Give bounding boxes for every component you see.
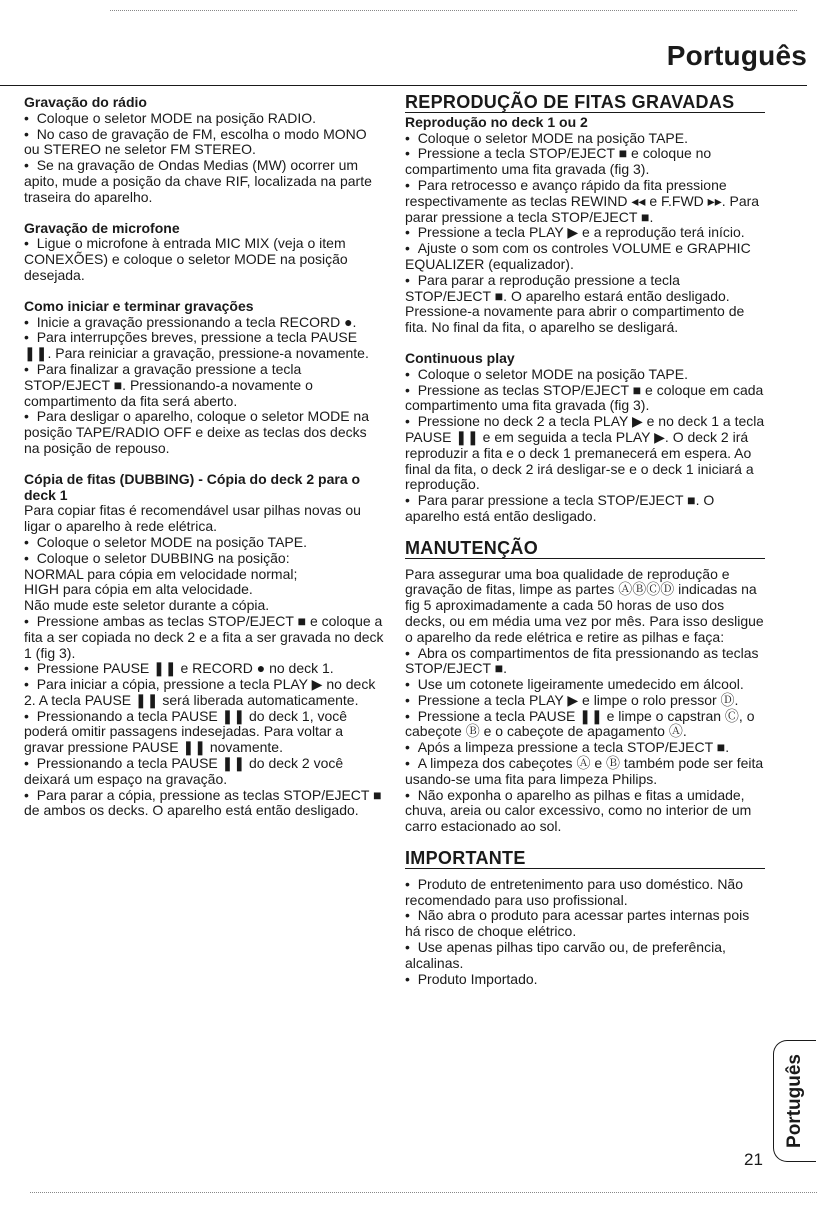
list-item: • Coloque o seletor DUBBING na posição: (24, 551, 384, 567)
title-divider (0, 85, 807, 86)
list-item: • Coloque o seletor MODE na posição RADIO. (24, 111, 384, 127)
section-title: MANUTENÇÃO (405, 541, 765, 559)
option-line: NORMAL para cópia em velocidade normal; (24, 565, 298, 582)
list-item: • Coloque o seletor MODE na posição TAPE. (405, 131, 765, 147)
section-gravacao-microfone (24, 221, 384, 284)
list-item: • Para parar a reprodução pressione a tecla STOP/EJECT ■. O aparelho estará então desligado. Pressione-a novamente para abrir o compartimento de fita. No final da fita, o aparelho se desligará. (405, 273, 765, 336)
list-item: • Para desligar o aparelho, coloque o seletor MODE na posição TAPE/RADIO OFF e deixe as teclas dos decks na posição de repouso. (24, 409, 384, 456)
list-item: • Pressione PAUSE ❚❚ e RECORD ● no deck 1. (24, 661, 384, 677)
section-importante (405, 848, 765, 987)
list-item: • Para parar pressione a tecla STOP/EJECT ■. O aparelho está então desligado. (405, 493, 765, 525)
list-item: • Não abra o produto para acessar partes internas pois há risco de choque elétrico. (405, 908, 765, 940)
list-item: • Pressione a tecla PAUSE ❚❚ e limpe o capstran Ⓒ, o cabeçote Ⓑ e o cabeçote de apagamento Ⓐ. (405, 709, 765, 741)
list-item: • Após a limpeza pressione a tecla STOP/EJECT ■. (405, 740, 765, 756)
list-item: • Para parar a cópia, pressione as teclas STOP/EJECT ■ de ambos os decks. O aparelho está então desligado. (24, 788, 384, 820)
list-item: • Produto de entretenimento para uso doméstico. Não recomendado para uso profissional. (405, 877, 765, 909)
subsection-continuous-play (405, 351, 765, 525)
language-tab (773, 1040, 816, 1162)
list-item: • Use um cotonete ligeiramente umedecido em álcool. (405, 677, 765, 693)
page-number: 21 (744, 1150, 763, 1169)
right-column (405, 92, 765, 1003)
list-item: • Não exponha o aparelho as pilhas e fitas a umidade, chuva, areia ou calor excessivo, como no interior de um carro estacionado ao sol. (405, 788, 765, 835)
list-item: • Para interrupções breves, pressione a tecla PAUSE ❚❚. Para reiniciar a gravação, pressione-a novamente. (24, 330, 384, 362)
list-item: • Para finalizar a gravação pressione a tecla STOP/EJECT ■. Pressionando-a novamente o compartimento da fita será aberto. (24, 362, 384, 409)
list-item: • Produto Importado. (405, 972, 765, 988)
list-item: • Coloque o seletor MODE na posição TAPE. (405, 367, 765, 383)
list-item: • Ajuste o som com os controles VOLUME e GRAPHIC EQUALIZER (equalizador). (405, 241, 765, 273)
list-item: • Para iniciar a cópia, pressione a tecla PLAY ▶ no deck 2. A tecla PAUSE ❚❚ será liberada automaticamente. (24, 677, 384, 709)
list-item: • Pressione a tecla PLAY ▶ e limpe o rolo pressor Ⓓ. (405, 693, 765, 709)
subheading: Gravação de microfone (24, 219, 180, 236)
section-dubbing (24, 472, 384, 820)
list-item: • No caso de gravação de FM, escolha o modo MONO ou STEREO ne seletor FM STEREO. (24, 127, 384, 159)
list-item: • Pressione ambas as teclas STOP/EJECT ■ e coloque a fita a ser copiada no deck 2 e a fita a ser gravada no deck 1 (fig 3). (24, 614, 384, 661)
left-column (24, 95, 384, 834)
intro-text: Para assegurar uma boa qualidade de reprodução e gravação de fitas, limpe as partes ⒶⒷⒸⒹ indicadas na fig 5 aproximadamente a cada 50 horas de uso dos decks, ou em média uma vez por mês. Para isso desligue o aparelho da rede elétrica e retire as pilhas e faça: (405, 565, 764, 645)
subheading: Continuous play (405, 349, 515, 366)
section-iniciar-terminar (24, 299, 384, 457)
list-item: • Pressionando a tecla PAUSE ❚❚ do deck 2 você deixará um espaço na gravação. (24, 756, 384, 788)
subsection-reproducao-deck (405, 115, 765, 336)
list-item: • Inicie a gravação pressionando a tecla RECORD ●. (24, 315, 384, 331)
subheading: Gravação do rádio (24, 94, 147, 110)
list-item: • Ligue o microfone à entrada MIC MIX (veja o item CONEXÕES) e coloque o seletor MODE na posição desejada. (24, 236, 384, 283)
list-item: • Se na gravação de Ondas Medias (MW) ocorrer um apito, mude a posição da chave RIF, localizada na parte traseira do aparelho. (24, 158, 384, 205)
language-tab-label: Português (784, 1054, 805, 1148)
section-manutencao (405, 537, 765, 835)
list-item: • A limpeza dos cabeçotes Ⓐ e Ⓑ também pode ser feita usando-se uma fita para limpeza Philips. (405, 756, 765, 788)
section-reproducao (405, 92, 765, 525)
list-item: • Pressione no deck 2 a tecla PLAY ▶ e no deck 1 a tecla PAUSE ❚❚ e em seguida a tecla PLAY ▶. O deck 2 irá reproduzir a fita e o deck 1 premanecerá em espera. Ao final da fita, o deck 2 irá desligar-se e o deck 1 iniciará a reprodução. (405, 414, 765, 493)
scan-noise-top (110, 10, 797, 17)
intro-text: Para copiar fitas é recomendável usar pilhas novas ou ligar o aparelho à rede elétrica. (24, 502, 361, 535)
page-title: Português (666, 40, 807, 71)
section-gravacao-radio (24, 95, 384, 206)
list-item: • Pressione as teclas STOP/EJECT ■ e coloque em cada compartimento uma fita gravada (fig 3). (405, 383, 765, 415)
section-title: IMPORTANTE (405, 851, 765, 869)
scan-noise-bottom (30, 1192, 817, 1199)
section-title: REPRODUÇÃO DE FITAS GRAVADAS (405, 95, 765, 113)
list-item: • Pressione a tecla PLAY ▶ e a reprodução terá início. (405, 225, 765, 241)
subheading: Reprodução no deck 1 ou 2 (405, 113, 588, 130)
list-item: • Para retrocesso e avanço rápido da fita pressione respectivamente as teclas REWIND ◂◂ e F.FWD ▸▸. Para parar pressione a tecla STOP/EJECT ■. (405, 178, 765, 225)
list-item: • Pressionando a tecla PAUSE ❚❚ do deck 1, você poderá omitir passagens indesejadas. Para voltar a gravar pressione PAUSE ❚❚ novamente. (24, 709, 384, 756)
list-item: • Pressione a tecla STOP/EJECT ■ e coloque no compartimento uma fita gravada (fig 3). (405, 146, 765, 178)
subheading: Cópia de fitas (DUBBING) - Cópia do deck 2 para o deck 1 (24, 470, 361, 503)
list-item: • Abra os compartimentos de fita pressionando as teclas STOP/EJECT ■. (405, 646, 765, 678)
subheading: Como iniciar e terminar gravações (24, 297, 254, 314)
list-item: • Coloque o seletor MODE na posição TAPE. (24, 535, 384, 551)
option-line: HIGH para cópia em alta velocidade. (24, 581, 253, 598)
option-line: Não mude este seletor durante a cópia. (24, 597, 270, 614)
list-item: • Use apenas pilhas tipo carvão ou, de preferência, alcalinas. (405, 940, 765, 972)
